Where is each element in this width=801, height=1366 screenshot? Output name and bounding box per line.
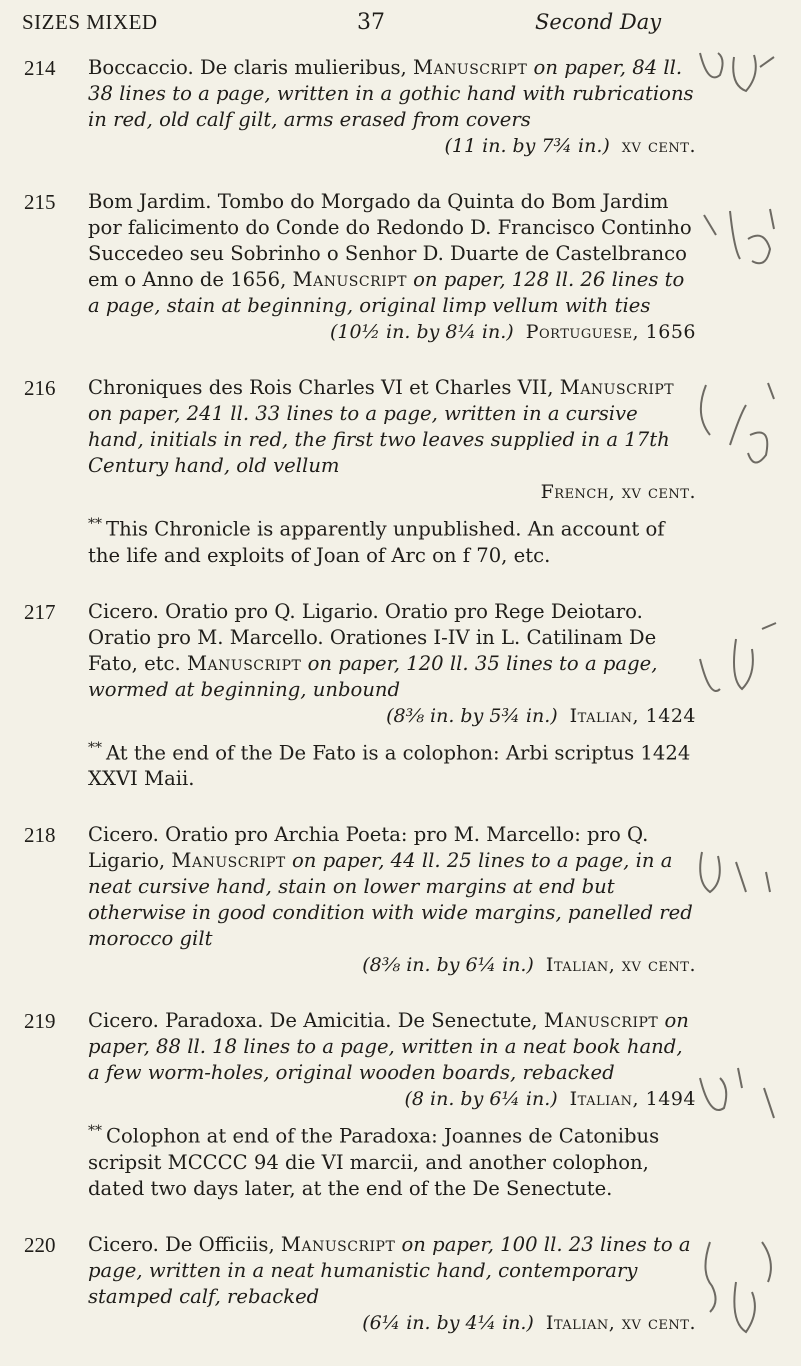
entry-note-text: At the end of the De Fato is a colophon: Arbi scriptus 1424 XXVI Maii.: [88, 741, 691, 791]
entry-dimensions: [88, 1310, 696, 1336]
entry-details: on paper, 128 ll. 26 lines to a page, stain at beginning, original limp vellum with ties: [88, 268, 685, 317]
entry-period: French, xv cent.: [540, 481, 696, 503]
page-number: 37: [357, 10, 385, 35]
header-day-label: Second Day: [535, 10, 662, 34]
entry-dimensions: [88, 1086, 696, 1112]
lot-number: 214: [24, 56, 56, 80]
catalogue-entry: [0, 1008, 696, 1202]
pencil-mark: [690, 832, 780, 912]
entry-dimensions: [88, 319, 696, 345]
header-section-label: SIZES MIXED: [22, 10, 158, 34]
page-header: [22, 10, 782, 36]
entry-note: [88, 1118, 696, 1202]
entry-note: [88, 511, 696, 569]
entry-medium: Manuscript: [412, 56, 528, 79]
entry-dimensions: [88, 952, 696, 978]
entry-description: [88, 55, 696, 159]
lot-number: 216: [24, 376, 56, 400]
entry-details: on paper, 84 ll. 38 lines to a page, written in a gothic hand with rubrications in red, old calf gilt, arms erased from covers: [88, 56, 694, 131]
entry-title: Cicero. De Officiis,: [88, 1232, 275, 1256]
entry-details: on paper, 88 ll. 18 lines to a page, written in a neat book hand, a few worm-holes, original wooden boards, rebacked: [88, 1009, 689, 1085]
entry-title: Cicero. Oratio pro Q. Ligario. Oratio pro Rege Deiotaro. Oratio pro M. Marcello. Orationes I-IV in L. Catilinam De Fato, etc.: [88, 599, 657, 675]
entry-period: xv cent.: [621, 135, 696, 157]
entry-title: Boccaccio. De claris mulieribus,: [88, 56, 407, 79]
lot-number: 217: [24, 599, 56, 624]
entry-note: [88, 735, 696, 793]
catalogue-entries: [0, 55, 801, 1366]
entry-medium: Manuscript: [186, 651, 302, 675]
entry-note-text: Colophon at end of the Paradoxa: Joannes de Catonibus scripsit MCCCC 94 die VI marcii, and another colophon, dated two days later, at the end of the De Senectute.: [88, 1124, 660, 1200]
entry-medium: Manuscript: [559, 376, 675, 399]
entry-title: Chroniques des Rois Charles VI et Charles VII,: [88, 376, 554, 399]
catalogue-entry: [0, 189, 696, 345]
entry-description: [88, 599, 696, 729]
entry-medium: Manuscript: [543, 1009, 659, 1033]
pencil-mark: [690, 1048, 780, 1138]
entry-period: Italian, xv cent.: [545, 954, 696, 977]
entry-size: (8⅜ in. by 5¾ in.): [386, 704, 558, 727]
entry-size: (8⅜ in. by 6¼ in.): [362, 954, 534, 977]
pencil-mark: [690, 375, 780, 485]
catalogue-entry: [0, 55, 696, 159]
lot-number: 219: [24, 1009, 56, 1034]
pencil-mark: [690, 619, 780, 709]
entry-note-text: This Chronicle is apparently unpublished. An account of the life and exploits of Joan of Arc on f 70, etc.: [88, 517, 665, 567]
asterism-icon: **: [88, 1123, 102, 1140]
catalogue-entry: [0, 375, 696, 569]
entry-title: Cicero. Paradoxa. De Amicitia. De Senectute,: [88, 1009, 538, 1033]
entry-description: [88, 189, 696, 345]
entry-size: (8 in. by 6¼ in.): [404, 1088, 558, 1111]
entry-details: on paper, 120 ll. 35 lines to a page, wormed at beginning, unbound: [88, 651, 658, 701]
asterism-icon: **: [88, 516, 102, 532]
entry-dimensions: [88, 703, 696, 729]
entry-medium: Manuscript: [280, 1232, 396, 1256]
entry-size: (11 in. by 7¾ in.): [444, 135, 610, 157]
asterism-icon: **: [88, 739, 102, 756]
entry-title: Cicero. Oratio pro Archia Poeta: pro M. Marcello: pro Q. Ligario,: [88, 823, 649, 873]
entry-title: Bom Jardim. Tombo do Morgado da Quinta do Bom Jardim por falicimento do Conde do Redondo D. Francisco Continho Succedeo seu Sobrinho o Senhor D. Duarte de Castelbranco em o Anno de 1656,: [88, 190, 692, 291]
catalogue-entry: [0, 822, 696, 978]
entry-medium: Manuscript: [171, 849, 286, 873]
entry-size: (10½ in. by 8¼ in.): [330, 321, 514, 343]
lot-number: 215: [24, 190, 56, 214]
entry-size: (6¼ in. by 4¼ in.): [362, 1311, 534, 1334]
lot-number: 218: [24, 823, 56, 848]
entry-description: [88, 375, 696, 505]
entry-details: on paper, 44 ll. 25 lines to a page, in a neat cursive hand, stain on lower margins at end but otherwise in good condition with wide margins, panelled red morocco gilt: [88, 849, 693, 951]
lot-number: 220: [24, 1232, 56, 1257]
catalogue-entry: [0, 599, 696, 793]
pencil-mark: [690, 199, 780, 289]
entry-description: [88, 1008, 696, 1112]
pencil-mark: [690, 1232, 780, 1342]
entry-period: Italian, 1424: [569, 704, 696, 727]
entry-details: on paper, 100 ll. 23 lines to a page, written in a neat humanistic hand, contemporary stamped calf, rebacked: [88, 1232, 691, 1308]
entry-period: Portuguese, 1656: [525, 321, 696, 343]
entry-details: on paper, 241 ll. 33 lines to a page, written in a cursive hand, initials in red, the first two leaves supplied in a 17th Century hand, old vellum: [88, 402, 670, 477]
entry-period: Italian, xv cent.: [545, 1311, 696, 1334]
pencil-mark: [690, 45, 780, 115]
entry-medium: Manuscript: [292, 268, 407, 291]
entry-dimensions: [88, 479, 696, 505]
entry-dimensions: [88, 133, 696, 159]
entry-description: [88, 822, 696, 978]
entry-period: Italian, 1494: [569, 1088, 696, 1111]
